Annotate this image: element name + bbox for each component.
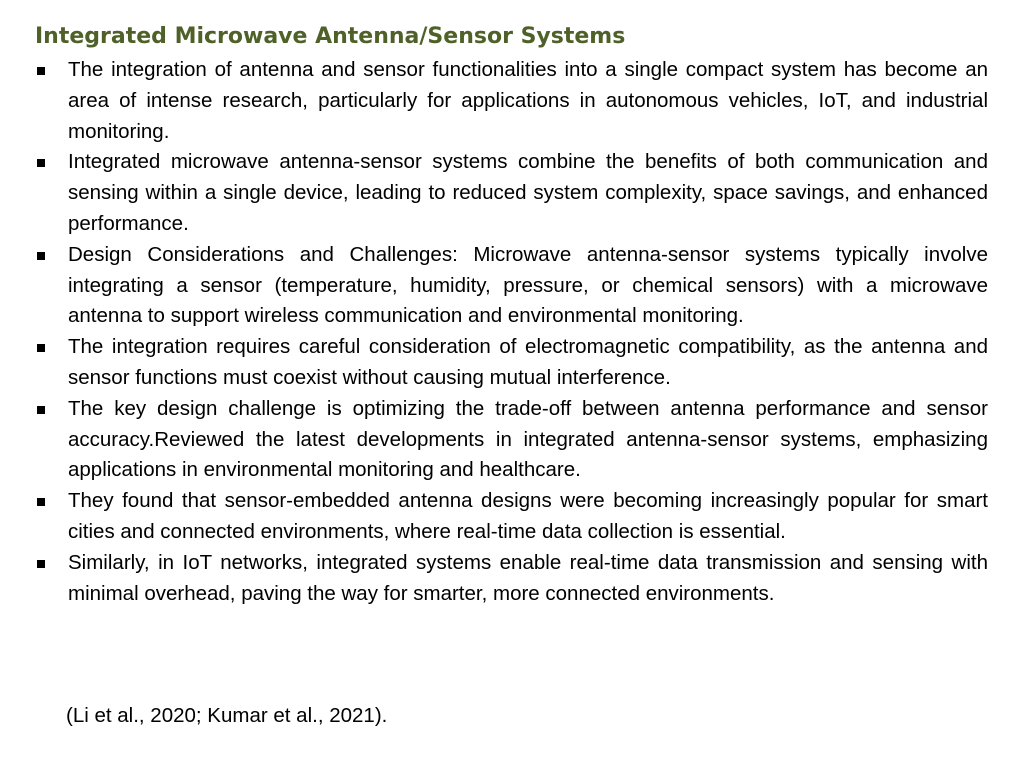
bullet-text: Integrated microwave antenna-sensor systems combine the benefits of both communication and sensing within a single device, leading to reduced system complexity, space savings, and enhanced performance. (68, 150, 988, 235)
bullet-item (36, 147, 988, 239)
square-bullet-icon (37, 67, 45, 75)
bullet-item (36, 332, 988, 394)
slide-title: Integrated Microwave Antenna/Sensor Systems (35, 24, 626, 49)
bullet-item (36, 548, 988, 610)
bullet-list (36, 55, 988, 609)
square-bullet-icon (37, 406, 45, 414)
bullet-item (36, 486, 988, 548)
bullet-text: The integration requires careful consideration of electromagnetic compatibility, as the antenna and sensor functions must coexist without causing mutual interference. (68, 335, 988, 389)
bullet-item (36, 394, 988, 486)
bullet-text: They found that sensor-embedded antenna designs were becoming increasingly popular for smart cities and connected environments, where real-time data collection is essential. (68, 489, 988, 543)
citation: (Li et al., 2020; Kumar et al., 2021). (66, 704, 388, 727)
bullet-item (36, 55, 988, 147)
square-bullet-icon (37, 344, 45, 352)
square-bullet-icon (37, 159, 45, 167)
square-bullet-icon (37, 498, 45, 506)
square-bullet-icon (37, 560, 45, 568)
bullet-item (36, 240, 988, 332)
bullet-text: The key design challenge is optimizing the trade-off between antenna performance and sensor accuracy.Reviewed the latest developments in integrated antenna-sensor systems, emphasizing applications in environmental monitoring and healthcare. (68, 396, 988, 482)
bullet-text: The integration of antenna and sensor functionalities into a single compact system has become an area of intense research, particularly for applications in autonomous vehicles, IoT, and industrial monitoring. (68, 58, 988, 143)
square-bullet-icon (37, 252, 45, 260)
bullet-text: Similarly, in IoT networks, integrated systems enable real-time data transmission and sensing with minimal overhead, paving the way for smarter, more connected environments. (68, 550, 988, 605)
bullet-text: Design Considerations and Challenges: Microwave antenna-sensor systems typically involve integrating a sensor (temperature, humidity, pressure, or chemical sensors) with a microwave antenna to support wireless communication and environmental monitoring. (68, 242, 988, 328)
